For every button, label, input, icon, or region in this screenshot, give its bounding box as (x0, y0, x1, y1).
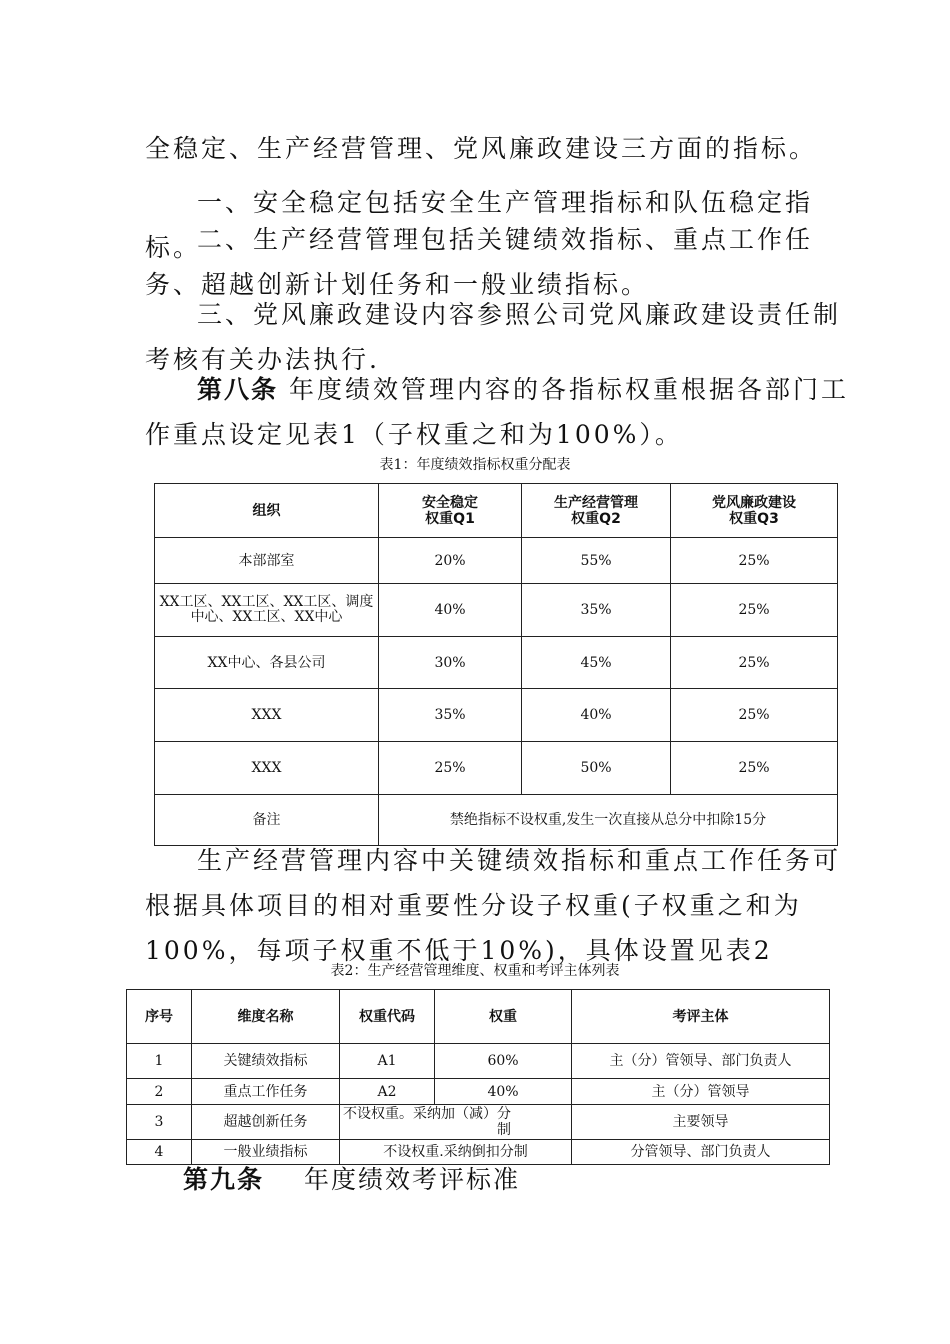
cell-index: 3 (127, 1105, 192, 1140)
cell-q3: 25% (671, 637, 838, 689)
cell-q1: 20% (379, 538, 522, 584)
paragraph-item-one: 一、安全稳定包括安全生产管理指标和队伍稳定指标。 (145, 188, 814, 262)
cell-evaluator: 主要领导 (572, 1105, 830, 1140)
cell-evaluator: 分管领导、部门负责人 (572, 1140, 830, 1165)
cell-dimension: 超越创新任务 (192, 1105, 340, 1140)
cell-q3: 25% (671, 742, 838, 795)
header-organization: 组织 (155, 484, 379, 538)
cell-q1: 30% (379, 637, 522, 689)
cell-dimension: 关键绩效指标 (192, 1044, 340, 1079)
cell-index: 2 (127, 1079, 192, 1105)
cell-organization: XX中心、各县公司 (155, 637, 379, 689)
paragraph-intro: 全稳定、生产经营管理、党风廉政建设三方面的指标。 (145, 134, 818, 163)
article-eight-text: 年度绩效管理内容的各指标权重根据各部门工作重点设定见表1（子权重之和为100%）。 (145, 375, 849, 449)
note-text: 禁绝指标不设权重,发生一次直接从总分中扣除15分 (379, 795, 838, 846)
cell-q2: 50% (522, 742, 671, 795)
article-nine-label: 第九条 (183, 1165, 265, 1194)
weight-allocation-table (154, 483, 838, 846)
cell-q3: 25% (671, 689, 838, 742)
article-nine-text: 年度绩效考评标准 (304, 1165, 521, 1194)
article-nine (183, 1160, 520, 1196)
header-weight: 权重 (435, 990, 572, 1044)
table-row (127, 1079, 830, 1105)
cell-index: 4 (127, 1140, 192, 1165)
cell-weight: 40% (435, 1079, 572, 1105)
header-evaluator: 考评主体 (572, 990, 830, 1044)
paragraph-item-three: 三、党风廉政建设内容参照公司党风廉政建设责任制考核有关办法执行. (145, 300, 842, 374)
header-q3 (671, 484, 838, 538)
cell-dimension: 重点工作任务 (192, 1079, 340, 1105)
table1-caption: 表1：年度绩效指标权重分配表 (379, 457, 571, 473)
header-q1-text: 安全稳定 权重Q1 (422, 494, 478, 527)
table-row (155, 584, 838, 637)
note-label: 备注 (155, 795, 379, 846)
cell-q3: 25% (671, 584, 838, 637)
cell-q2: 35% (522, 584, 671, 637)
header-q2 (522, 484, 671, 538)
paragraph-subweight: 生产经营管理内容中关键绩效指标和重点工作任务可根据具体项目的相对重要性分设子权重(子权重之和为100%，每项子权重不低于10%)，具体设置见表2 (145, 846, 842, 965)
cell-weight-code: A1 (340, 1044, 435, 1079)
cell-weight-code: A2 (340, 1079, 435, 1105)
article-eight (145, 367, 850, 457)
cell-evaluator: 主（分）管领导、部门负责人 (572, 1044, 830, 1079)
article-eight-label: 第八条 (197, 375, 279, 404)
cell-q2: 55% (522, 538, 671, 584)
table-row (155, 689, 838, 742)
header-q1 (379, 484, 522, 538)
header-weight-code: 权重代码 (340, 990, 435, 1044)
table-row (155, 637, 838, 689)
table-header-row (155, 484, 838, 538)
cell-q2: 40% (522, 689, 671, 742)
cell-weight-note: 不设权重.采纳倒扣分制 (340, 1140, 572, 1165)
paragraph-item-two: 二、生产经营管理包括关键绩效指标、重点工作任务、超越创新计划任务和一般业绩指标。 (145, 225, 814, 299)
cell-evaluator: 主（分）管领导 (572, 1079, 830, 1105)
header-dimension: 维度名称 (192, 990, 340, 1044)
table-row (155, 538, 838, 584)
table-row (127, 1044, 830, 1079)
cell-q2: 45% (522, 637, 671, 689)
header-index: 序号 (127, 990, 192, 1044)
cell-q3: 25% (671, 538, 838, 584)
cell-dimension: 一般业绩指标 (192, 1140, 340, 1165)
header-q3-text: 党风廉政建设 权重Q3 (712, 494, 796, 527)
cell-organization: XX工区、XX工区、XX工区、调度中心、XX工区、XX中心 (155, 584, 379, 637)
dimension-weight-table (126, 989, 830, 1165)
header-q2-text: 生产经营管理 权重Q2 (554, 494, 638, 527)
cell-q1: 40% (379, 584, 522, 637)
cell-weight-note: 不设权重。采纳加（减）分制 (340, 1105, 572, 1140)
table2-caption: 表2：生产经营管理维度、权重和考评主体列表 (330, 963, 620, 979)
cell-index: 1 (127, 1044, 192, 1079)
cell-weight: 60% (435, 1044, 572, 1079)
cell-organization: XXX (155, 689, 379, 742)
table-row (127, 1105, 830, 1140)
cell-q1: 25% (379, 742, 522, 795)
table-header-row (127, 990, 830, 1044)
cell-organization: 本部部室 (155, 538, 379, 584)
cell-organization: XXX (155, 742, 379, 795)
cell-q1: 35% (379, 689, 522, 742)
table-row (155, 742, 838, 795)
